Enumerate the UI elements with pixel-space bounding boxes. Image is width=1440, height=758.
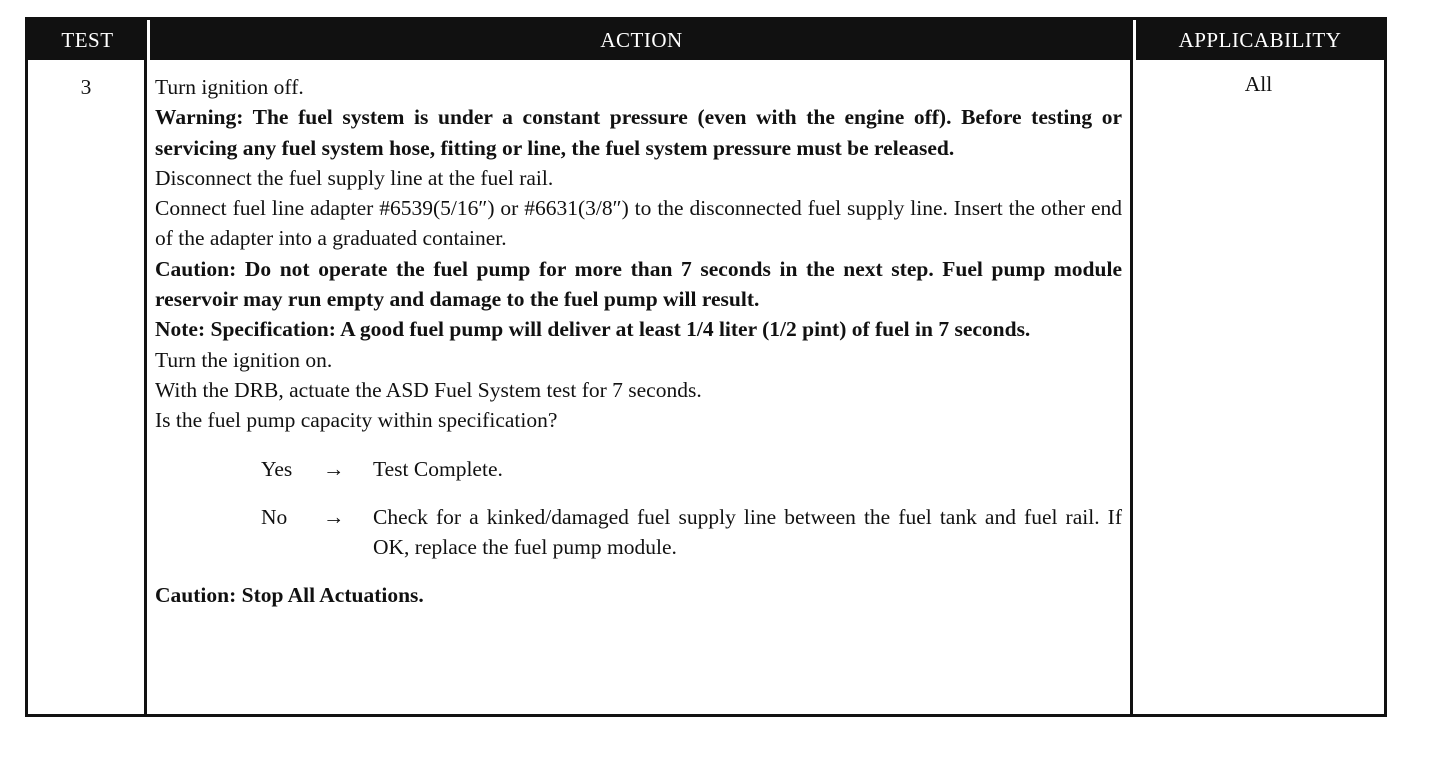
choice-yes-label: Yes bbox=[261, 456, 293, 481]
choice-no-label: No bbox=[261, 504, 288, 529]
applicability-value: All bbox=[1244, 72, 1273, 96]
arrow-right-icon: → bbox=[323, 456, 345, 481]
header-applicability: APPLICABILITY bbox=[1133, 20, 1384, 60]
arrow-right-icon: → bbox=[323, 504, 345, 529]
question-text: Is the fuel pump capacity within specification? bbox=[155, 408, 558, 433]
applicability-cell bbox=[1133, 60, 1384, 714]
choice-yes bbox=[261, 454, 1122, 484]
note-specification: Note: Specification: A good fuel pump will deliver at least 1/4 liter (1/2 pint) of fuel in 7 seconds. bbox=[155, 317, 1031, 342]
choice-yes-result: Test Complete. bbox=[373, 456, 503, 481]
choice-no-result: Check for a kinked/damaged fuel supply line between the fuel tank and fuel rail. If OK, replace the fuel pump module. bbox=[373, 504, 1122, 560]
warning-text: Warning: The fuel system is under a constant pressure (even with the engine off). Before testing or servicing any fuel system hose, fitting or line, the fuel system pressure must be released. bbox=[155, 105, 1122, 160]
choice-no bbox=[261, 502, 1122, 563]
action-cell bbox=[147, 60, 1133, 714]
diagnostic-table bbox=[25, 17, 1387, 717]
choices-list bbox=[261, 454, 1122, 563]
step-connect-adapter: Connect fuel line adapter #6539(5/16″) or #6631(3/8″) to the disconnected fuel supply line. Insert the other end of the adapter into a graduated container. bbox=[155, 196, 1122, 251]
header-test: TEST bbox=[28, 20, 147, 60]
test-number: 3 bbox=[80, 75, 92, 99]
step-ignition-off: Turn ignition off. bbox=[155, 75, 304, 99]
header-action: ACTION bbox=[147, 20, 1133, 60]
step-ignition-on: Turn the ignition on. bbox=[155, 347, 333, 372]
caution-stop-actuations: Caution: Stop All Actuations. bbox=[155, 583, 424, 608]
caution-pump-text: Caution: Do not operate the fuel pump for more than 7 seconds in the next step. Fuel pump module reservoir may run empty and damage to the fuel pump will result. bbox=[155, 256, 1122, 312]
test-number-cell bbox=[28, 60, 147, 714]
step-actuate-test: With the DRB, actuate the ASD Fuel System test for 7 seconds. bbox=[155, 377, 702, 402]
step-disconnect: Disconnect the fuel supply line at the fuel rail. bbox=[155, 165, 554, 190]
